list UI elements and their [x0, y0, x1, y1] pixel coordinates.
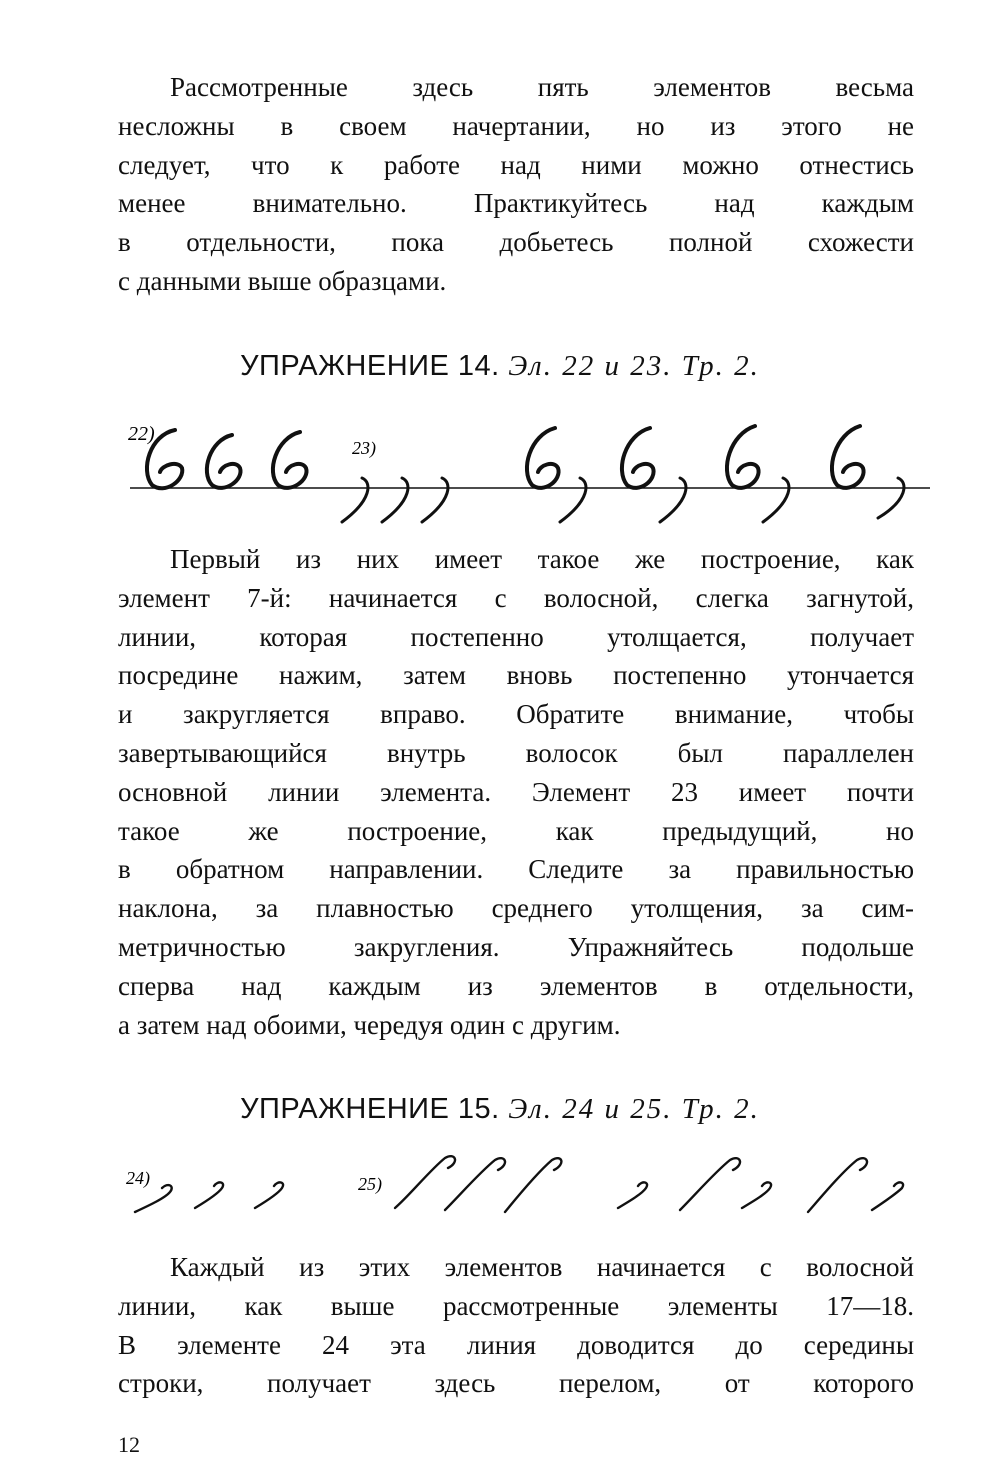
text-line: следует, что к работе над ними можно отнестись [118, 149, 914, 180]
text-line: с данными выше образцами. [118, 265, 447, 296]
text-line: завертывающийся внутрь волосок был параллелен [118, 737, 914, 768]
text-line: строки, получает здесь перелом, от которого [118, 1368, 914, 1399]
text-line: несложны в своем начертании, но из этого не [118, 110, 914, 141]
text-line: В элементе 24 эта линия доводится до середины [118, 1329, 914, 1360]
text-line: метричностью закругления. Упражняйтесь подольше [118, 931, 914, 962]
text-line: элемент 7-й: начинается с волосной, слегка загнутой, [118, 582, 914, 613]
exercise-title: УПРАЖНЕНИЕ 14. [240, 350, 500, 382]
exercise-15-heading [0, 1093, 1000, 1126]
element-label: 23) [352, 438, 376, 458]
exercise-14-script-sample [0, 410, 1000, 530]
element-label: 25) [358, 1174, 382, 1194]
text-line: и закругляется вправо. Обратите внимание, чтобы [118, 699, 914, 730]
exercise-reference: Эл. 22 и 23. Тр. 2. [508, 350, 760, 382]
exercise-15-script-sample [0, 1150, 1000, 1240]
exercise-14-heading [0, 350, 1000, 383]
text-line: наклона, за плавностью среднего утолщения, за сим- [118, 893, 914, 924]
text-line: посредине нажим, затем вновь постепенно утончается [118, 660, 914, 691]
element-label: 22) [128, 423, 155, 445]
text-line: сперва над каждым из элементов в отдельности, [118, 970, 914, 1001]
exercise-reference: Эл. 24 и 25. Тр. 2. [508, 1093, 760, 1125]
paragraph-exercise-15 [118, 1248, 914, 1403]
text-line: в обратном направлении. Следите за правильностью [118, 854, 914, 885]
paragraph-intro [118, 68, 914, 301]
text-line: а затем над обоими, чередуя один с другим. [118, 1009, 621, 1040]
text-line: линии, которая постепенно утолщается, получает [118, 621, 914, 652]
text-line: менее внимательно. Практикуйтесь над каждым [118, 188, 914, 219]
text-line: линии, как выше рассмотренные элементы 17—18. [118, 1290, 914, 1321]
paragraph-exercise-14 [118, 540, 914, 1044]
text-line: такое же построение, как предыдущий, но [118, 815, 914, 846]
text-line: Первый из них имеет такое же построение, как [170, 544, 914, 574]
calligraphy-sample-image [0, 410, 1000, 530]
calligraphy-sample-image [0, 1150, 1000, 1240]
text-line: Каждый из этих элементов начинается с волосной [170, 1252, 914, 1282]
text-line: Рассмотренные здесь пять элементов весьма [170, 72, 914, 102]
text-line: в отдельности, пока добьетесь полной схожести [118, 227, 914, 258]
element-label: 24) [126, 1168, 150, 1188]
exercise-title: УПРАЖНЕНИЕ 15. [240, 1093, 500, 1125]
text-line: основной линии элемента. Элемент 23 имеет почти [118, 776, 914, 807]
page-number: 12 [118, 1432, 140, 1457]
